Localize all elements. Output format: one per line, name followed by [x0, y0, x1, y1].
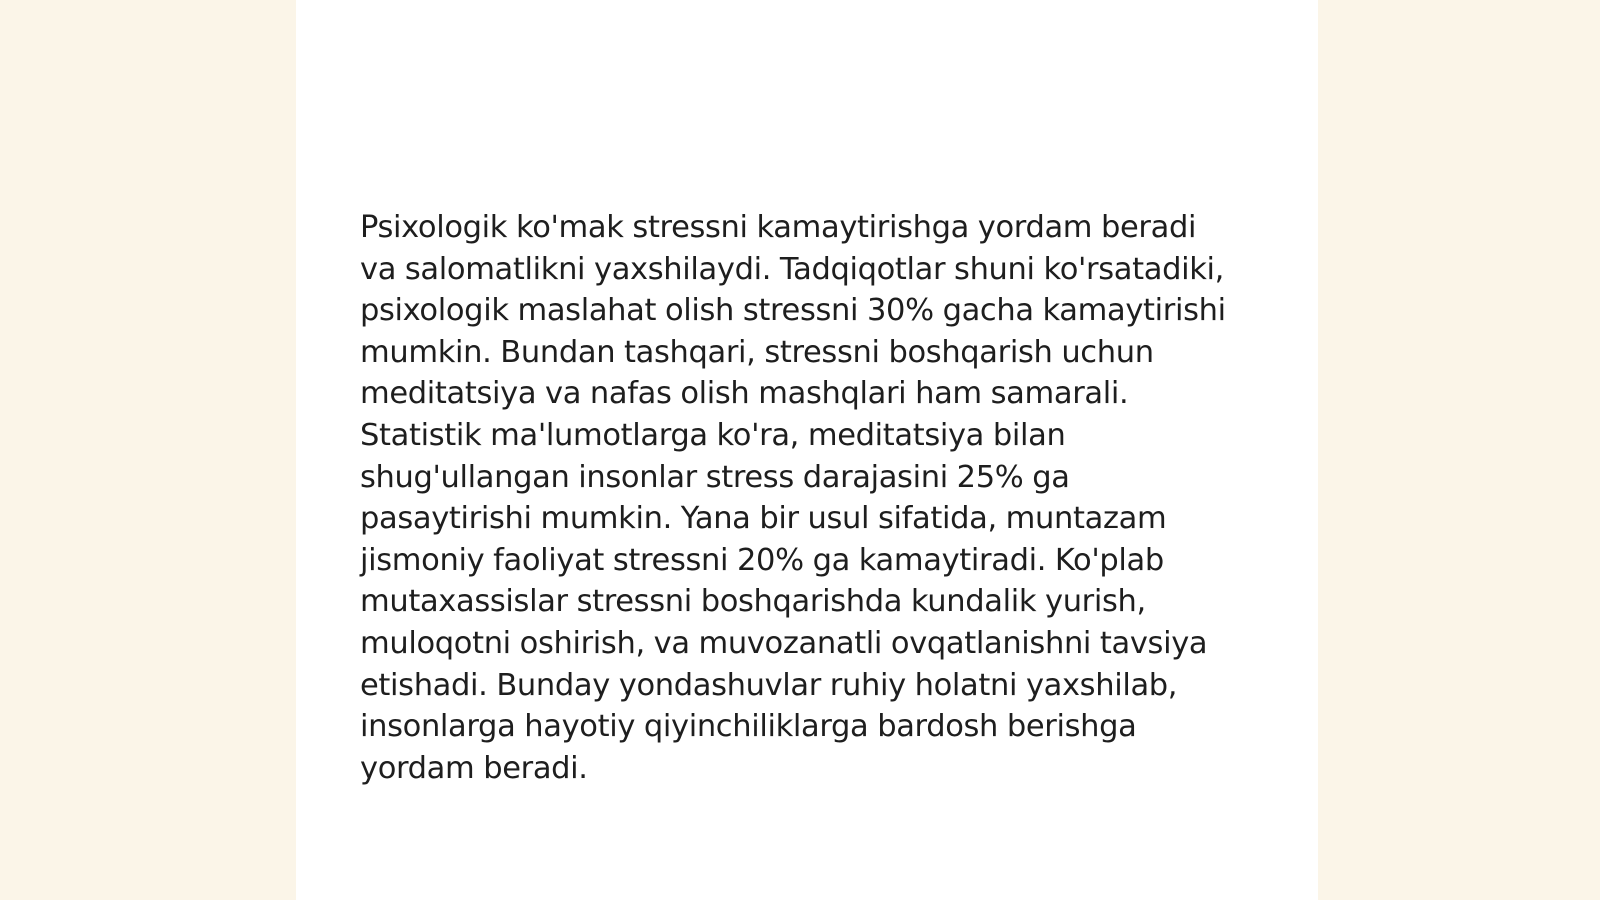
document-page — [296, 0, 1318, 900]
body-paragraph: Psixologik ko'mak stressni kamaytirishga yordam beradi va salomatlikni yaxshilaydi. Tadqiqotlar shuni ko'rsatadiki, psixologik maslahat olish stressni 30% gacha kamaytirishi mumkin. Bundan tashqari, stressni boshqarish uchun meditatsiya va nafas olish mashqlari ham samarali. Statistik ma'lumotlarga ko'ra, meditatsiya bilan shug'ullangan insonlar stress darajasini 25% ga pasaytirishi mumkin. Yana bir usul sifatida, muntazam jismoniy faoliyat stressni 20% ga kamaytiradi. Ko'plab mutaxassislar stressni boshqarishda kundalik yurish, muloqotni oshirish, va muvozanatli ovqatlanishni tavsiya etishadi. Bunday yondashuvlar ruhiy holatni yaxshilab, insonlarga hayotiy qiyinchiliklarga bardosh berishga yordam beradi. — [360, 210, 1226, 786]
